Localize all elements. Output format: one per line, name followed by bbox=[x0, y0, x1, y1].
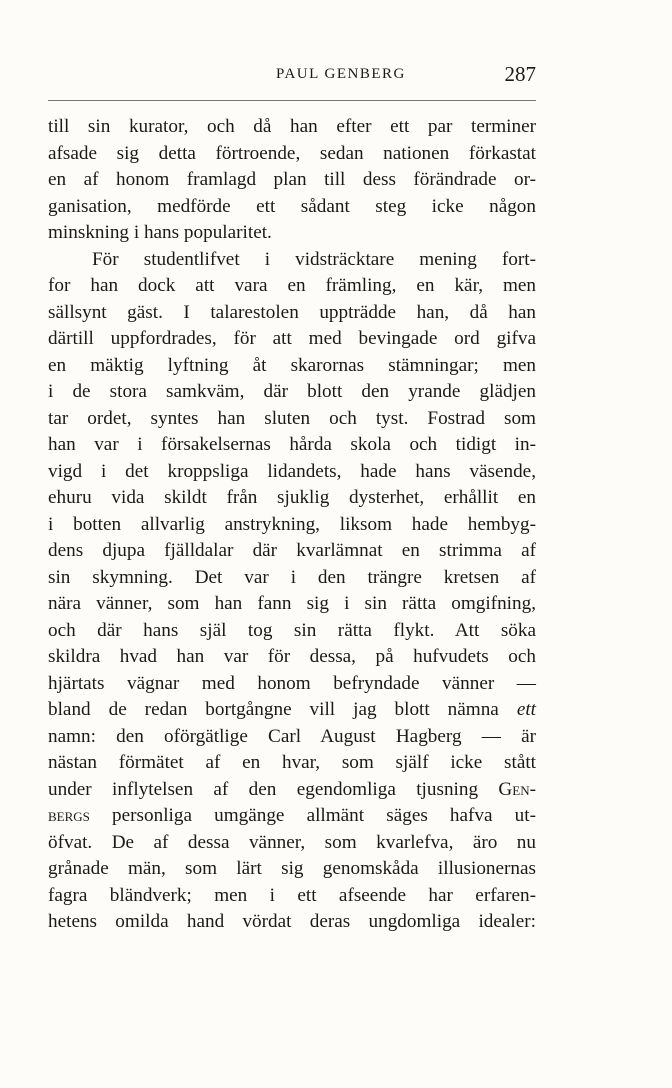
text-line: och där hans själ tog sin rätta flykt. Att söka bbox=[48, 619, 536, 641]
page-number: 287 bbox=[504, 62, 536, 86]
text-line: hetens omilda hand vördat deras ungdomliga idealer: bbox=[48, 911, 536, 932]
text-line: i botten allvarlig anstrykning, liksom hade hembyg- bbox=[48, 513, 536, 535]
small-caps-word: Gen- bbox=[498, 778, 536, 800]
text-line: afsade sig detta förtroende, sedan nationen förkastat bbox=[48, 142, 536, 164]
small-caps-word: bergs bbox=[48, 805, 90, 826]
body-text bbox=[48, 114, 536, 936]
text-line: hjärtats vägnar med honom befryndade vänner — bbox=[48, 672, 536, 694]
text-line: tar ordet, syntes han sluten och tyst. Fostrad som bbox=[48, 407, 536, 429]
text-line: ehuru vida skildt från sjuklig dysterhet, erhållit en bbox=[48, 487, 536, 508]
text-segment: under inflytelsen af den egendomliga tjusning bbox=[48, 778, 499, 800]
text-line bbox=[48, 803, 536, 830]
text-line: därtill uppfordrades, för att med bevingade ord gifva bbox=[48, 328, 536, 349]
text-line: För studentlifvet i vidsträcktare mening fort- bbox=[92, 248, 536, 270]
text-line: skildra hvad han var för dessa, på hufvudets och bbox=[48, 646, 536, 667]
page-header bbox=[48, 62, 536, 92]
text-segment: personliga umgänge allmänt säges hafva ut- bbox=[89, 805, 536, 826]
text-line: namn: den oförgätlige Carl August Hagberg — är bbox=[48, 725, 536, 747]
text-line: ganisation, medförde ett sådant steg icke någon bbox=[48, 195, 536, 217]
text-line bbox=[48, 697, 536, 724]
text-line: till sin kurator, och då han efter ett par terminer bbox=[48, 116, 536, 137]
text-line: fagra bländverk; men i ett afseende har erfaren- bbox=[48, 884, 536, 906]
text-line: for han dock att vara en främling, en kär, men bbox=[48, 275, 536, 296]
header-rule bbox=[48, 100, 536, 101]
text-line: han var i försakelsernas hårda skola och tidigt in- bbox=[48, 434, 536, 455]
text-line: minskning i hans popularitet. bbox=[48, 222, 272, 243]
running-head: PAUL GENBERG bbox=[276, 66, 406, 82]
text-line: nästan förmätet af en hvar, som själf icke stått bbox=[48, 752, 536, 773]
text-line: en af honom framlagd plan till dess förändrade or- bbox=[48, 169, 536, 190]
text-line: sin skymning. Det var i den trängre kretsen af bbox=[48, 566, 536, 588]
italic-word: ett bbox=[516, 699, 536, 720]
text-line: vigd i det kroppsliga lidandets, hade hans väsende, bbox=[48, 460, 536, 482]
text-line: grånade män, som lärt sig genomskåda illusionernas bbox=[48, 858, 536, 879]
text-line: nära vänner, som han fann sig i sin rätta omgifning, bbox=[48, 593, 536, 614]
text-line: en mäktig lyftning åt skarornas stämningar; men bbox=[48, 354, 536, 376]
text-line: dens djupa fjälldalar där kvarlämnat en strimma af bbox=[48, 540, 536, 561]
text-line: i de stora samkväm, där blott den yrande glädjen bbox=[48, 381, 536, 402]
text-segment: bland de redan bortgångne vill jag blott nämna bbox=[48, 699, 517, 720]
text-line bbox=[48, 777, 536, 804]
text-line: öfvat. De af dessa vänner, som kvarlefva, äro nu bbox=[48, 831, 536, 853]
text-line: sällsynt gäst. I talarestolen uppträdde han, då han bbox=[48, 301, 536, 323]
